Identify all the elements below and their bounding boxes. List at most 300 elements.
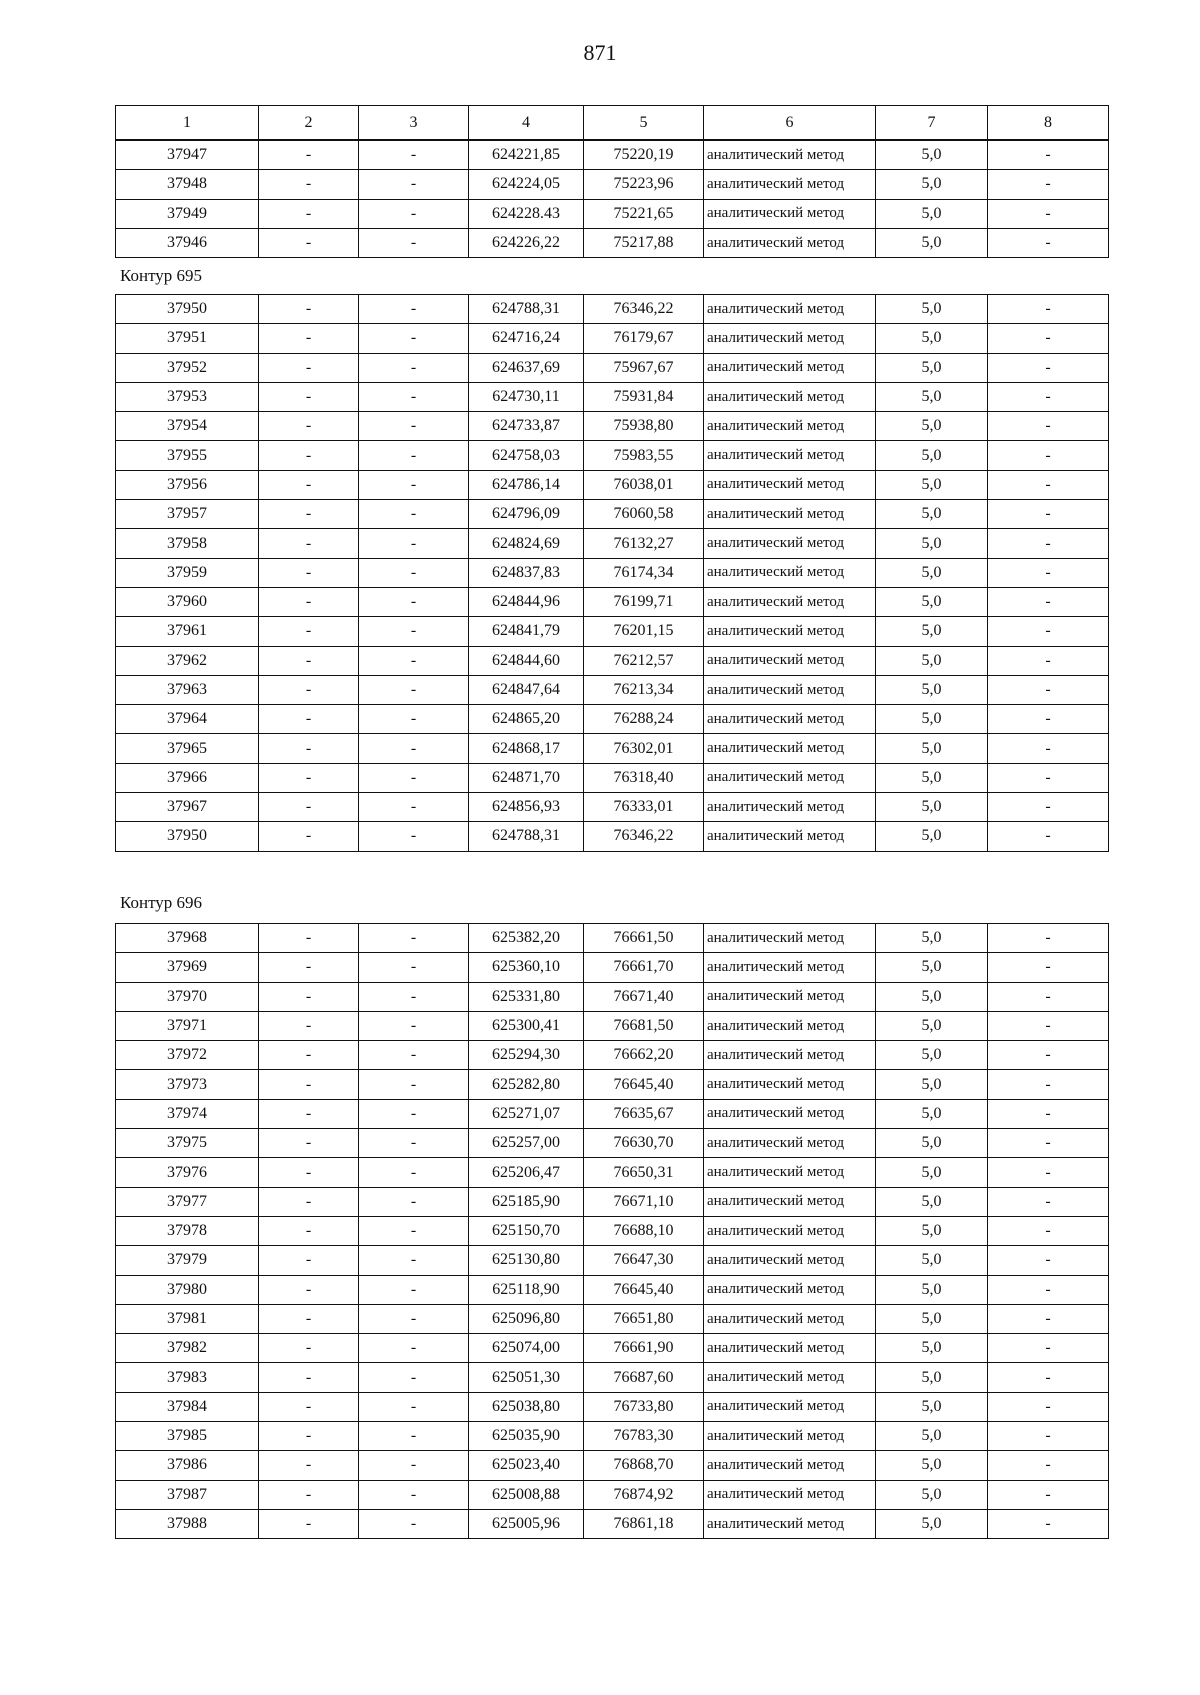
- cell-col-6: аналитический метод: [704, 1451, 876, 1480]
- cell-col-1: 37980: [116, 1275, 259, 1304]
- cell-col-8: -: [988, 1011, 1109, 1040]
- coordinates-table-top: [115, 105, 1108, 258]
- cell-col-5: 76288,24: [584, 705, 704, 734]
- cell-col-3: -: [359, 1363, 469, 1392]
- cell-col-1: 37973: [116, 1070, 259, 1099]
- cell-col-4: 625382,20: [469, 924, 584, 953]
- section-rows-1: [115, 294, 1109, 852]
- table-row: [116, 1216, 1109, 1245]
- cell-col-4: 625185,90: [469, 1187, 584, 1216]
- cell-col-2: -: [259, 1129, 359, 1158]
- cell-col-1: 37961: [116, 617, 259, 646]
- cell-col-1: 37988: [116, 1509, 259, 1538]
- cell-col-3: -: [359, 587, 469, 616]
- cell-col-6: аналитический метод: [704, 1129, 876, 1158]
- cell-col-7: 5,0: [876, 1099, 988, 1128]
- cell-col-3: -: [359, 1011, 469, 1040]
- cell-col-1: 37954: [116, 412, 259, 441]
- table-row: [116, 1509, 1109, 1538]
- header-col-1: 1: [116, 106, 259, 140]
- cell-col-8: -: [988, 141, 1109, 170]
- cell-col-1: 37955: [116, 441, 259, 470]
- cell-col-2: -: [259, 587, 359, 616]
- cell-col-2: -: [259, 228, 359, 257]
- cell-col-7: 5,0: [876, 1363, 988, 1392]
- cell-col-7: 5,0: [876, 382, 988, 411]
- cell-col-4: 625282,80: [469, 1070, 584, 1099]
- cell-col-2: -: [259, 324, 359, 353]
- cell-col-8: -: [988, 793, 1109, 822]
- cell-col-4: 624228.43: [469, 199, 584, 228]
- cell-col-5: 75967,67: [584, 353, 704, 382]
- cell-col-6: аналитический метод: [704, 199, 876, 228]
- cell-col-6: аналитический метод: [704, 1041, 876, 1070]
- cell-col-6: аналитический метод: [704, 412, 876, 441]
- cell-col-5: 76661,90: [584, 1334, 704, 1363]
- cell-col-4: 624733,87: [469, 412, 584, 441]
- cell-col-8: -: [988, 1275, 1109, 1304]
- cell-col-4: 624871,70: [469, 763, 584, 792]
- contour-label-695: Контур 695: [120, 266, 203, 285]
- table-row: [116, 1041, 1109, 1070]
- cell-col-6: аналитический метод: [704, 1304, 876, 1333]
- cell-col-6: аналитический метод: [704, 228, 876, 257]
- cell-col-3: -: [359, 1334, 469, 1363]
- cell-col-8: -: [988, 324, 1109, 353]
- table-row: [116, 1363, 1109, 1392]
- cell-col-2: -: [259, 141, 359, 170]
- cell-col-7: 5,0: [876, 441, 988, 470]
- table-row: [116, 617, 1109, 646]
- cell-col-8: -: [988, 295, 1109, 324]
- header-col-2: 2: [259, 106, 359, 140]
- cell-col-4: 625008,88: [469, 1480, 584, 1509]
- cell-col-7: 5,0: [876, 1129, 988, 1158]
- cell-col-6: аналитический метод: [704, 170, 876, 199]
- cell-col-7: 5,0: [876, 1216, 988, 1245]
- cell-col-8: -: [988, 705, 1109, 734]
- cell-col-7: 5,0: [876, 1304, 988, 1333]
- cell-col-4: 624786,14: [469, 470, 584, 499]
- cell-col-8: -: [988, 1099, 1109, 1128]
- table-row: [116, 1304, 1109, 1333]
- cell-col-1: 37975: [116, 1129, 259, 1158]
- cell-col-5: 76647,30: [584, 1246, 704, 1275]
- table-row: [116, 587, 1109, 616]
- cell-col-3: -: [359, 1070, 469, 1099]
- table-row: [116, 1070, 1109, 1099]
- header-col-7: 7: [876, 106, 988, 140]
- cell-col-7: 5,0: [876, 705, 988, 734]
- cell-col-1: 37947: [116, 141, 259, 170]
- cell-col-7: 5,0: [876, 982, 988, 1011]
- cell-col-5: 76201,15: [584, 617, 704, 646]
- cell-col-2: -: [259, 982, 359, 1011]
- cell-col-7: 5,0: [876, 1011, 988, 1040]
- cell-col-6: аналитический метод: [704, 1099, 876, 1128]
- cell-col-4: 624841,79: [469, 617, 584, 646]
- cell-col-6: аналитический метод: [704, 353, 876, 382]
- cell-col-7: 5,0: [876, 141, 988, 170]
- cell-col-8: -: [988, 228, 1109, 257]
- cell-col-1: 37949: [116, 199, 259, 228]
- cell-col-4: 624796,09: [469, 500, 584, 529]
- cell-col-1: 37950: [116, 295, 259, 324]
- cell-col-5: 75983,55: [584, 441, 704, 470]
- table-row: [116, 1275, 1109, 1304]
- table-row: [116, 1480, 1109, 1509]
- cell-col-2: -: [259, 1422, 359, 1451]
- cell-col-4: 624788,31: [469, 295, 584, 324]
- cell-col-7: 5,0: [876, 1187, 988, 1216]
- cell-col-7: 5,0: [876, 470, 988, 499]
- cell-col-4: 625360,10: [469, 953, 584, 982]
- cell-col-3: -: [359, 617, 469, 646]
- cell-col-1: 37981: [116, 1304, 259, 1333]
- cell-col-1: 37976: [116, 1158, 259, 1187]
- cell-col-3: -: [359, 170, 469, 199]
- cell-col-3: -: [359, 228, 469, 257]
- cell-col-4: 624856,93: [469, 793, 584, 822]
- cell-col-6: аналитический метод: [704, 822, 876, 851]
- cell-col-1: 37969: [116, 953, 259, 982]
- cell-col-1: 37960: [116, 587, 259, 616]
- cell-col-4: 624226,22: [469, 228, 584, 257]
- table-row: [116, 953, 1109, 982]
- cell-col-4: 624224,05: [469, 170, 584, 199]
- table-row: [116, 470, 1109, 499]
- cell-col-4: 625206,47: [469, 1158, 584, 1187]
- cell-col-1: 37974: [116, 1099, 259, 1128]
- cell-col-8: -: [988, 1480, 1109, 1509]
- cell-col-6: аналитический метод: [704, 617, 876, 646]
- cell-col-3: -: [359, 822, 469, 851]
- cell-col-2: -: [259, 763, 359, 792]
- cell-col-1: 37970: [116, 982, 259, 1011]
- cell-col-6: аналитический метод: [704, 141, 876, 170]
- section-rows-2: [115, 923, 1109, 1539]
- table-row: [116, 924, 1109, 953]
- cell-col-6: аналитический метод: [704, 1158, 876, 1187]
- cell-col-5: 76132,27: [584, 529, 704, 558]
- cell-col-8: -: [988, 982, 1109, 1011]
- table-row: [116, 228, 1109, 257]
- cell-col-4: 625130,80: [469, 1246, 584, 1275]
- cell-col-4: 625096,80: [469, 1304, 584, 1333]
- cell-col-4: 624865,20: [469, 705, 584, 734]
- table-header: [115, 105, 1109, 140]
- cell-col-8: -: [988, 1187, 1109, 1216]
- cell-col-5: 75217,88: [584, 228, 704, 257]
- cell-col-5: 75938,80: [584, 412, 704, 441]
- cell-col-6: аналитический метод: [704, 646, 876, 675]
- cell-col-1: 37984: [116, 1392, 259, 1421]
- cell-col-7: 5,0: [876, 1275, 988, 1304]
- cell-col-4: 624824,69: [469, 529, 584, 558]
- cell-col-4: 624868,17: [469, 734, 584, 763]
- cell-col-5: 76318,40: [584, 763, 704, 792]
- cell-col-2: -: [259, 353, 359, 382]
- cell-col-7: 5,0: [876, 924, 988, 953]
- cell-col-4: 624730,11: [469, 382, 584, 411]
- cell-col-4: 624221,85: [469, 141, 584, 170]
- cell-col-3: -: [359, 1451, 469, 1480]
- cell-col-3: -: [359, 1216, 469, 1245]
- cell-col-1: 37958: [116, 529, 259, 558]
- table-row: [116, 822, 1109, 851]
- cell-col-1: 37966: [116, 763, 259, 792]
- cell-col-8: -: [988, 1451, 1109, 1480]
- cell-col-1: 37953: [116, 382, 259, 411]
- cell-col-2: -: [259, 1392, 359, 1421]
- page-number: 871: [583, 40, 617, 65]
- cell-col-8: -: [988, 1158, 1109, 1187]
- cell-col-7: 5,0: [876, 170, 988, 199]
- cell-col-7: 5,0: [876, 1480, 988, 1509]
- cell-col-1: 37957: [116, 500, 259, 529]
- cell-col-2: -: [259, 382, 359, 411]
- cell-col-7: 5,0: [876, 793, 988, 822]
- cell-col-1: 37986: [116, 1451, 259, 1480]
- table-row: [116, 529, 1109, 558]
- cell-col-1: 37952: [116, 353, 259, 382]
- cell-col-8: -: [988, 953, 1109, 982]
- table-row: [116, 675, 1109, 704]
- cell-col-8: -: [988, 734, 1109, 763]
- cell-col-8: -: [988, 646, 1109, 675]
- cell-col-7: 5,0: [876, 587, 988, 616]
- cell-col-4: 624788,31: [469, 822, 584, 851]
- table-row: [116, 441, 1109, 470]
- cell-col-1: 37987: [116, 1480, 259, 1509]
- cell-col-2: -: [259, 1011, 359, 1040]
- cell-col-8: -: [988, 412, 1109, 441]
- cell-col-5: 76868,70: [584, 1451, 704, 1480]
- cell-col-4: 625035,90: [469, 1422, 584, 1451]
- cell-col-7: 5,0: [876, 1334, 988, 1363]
- cell-col-7: 5,0: [876, 412, 988, 441]
- cell-col-1: 37985: [116, 1422, 259, 1451]
- cell-col-6: аналитический метод: [704, 500, 876, 529]
- cell-col-5: 76661,70: [584, 953, 704, 982]
- cell-col-4: 625074,00: [469, 1334, 584, 1363]
- cell-col-5: 76212,57: [584, 646, 704, 675]
- cell-col-3: -: [359, 324, 469, 353]
- cell-col-2: -: [259, 1070, 359, 1099]
- cell-col-1: 37977: [116, 1187, 259, 1216]
- cell-col-5: 75220,19: [584, 141, 704, 170]
- cell-col-3: -: [359, 734, 469, 763]
- cell-col-1: 37967: [116, 793, 259, 822]
- cell-col-5: 76651,80: [584, 1304, 704, 1333]
- table-row: [116, 982, 1109, 1011]
- cell-col-2: -: [259, 924, 359, 953]
- cell-col-7: 5,0: [876, 822, 988, 851]
- cell-col-3: -: [359, 1041, 469, 1070]
- cell-col-1: 37972: [116, 1041, 259, 1070]
- cell-col-7: 5,0: [876, 228, 988, 257]
- cell-col-4: 624637,69: [469, 353, 584, 382]
- cell-col-2: -: [259, 1451, 359, 1480]
- cell-col-5: 75221,65: [584, 199, 704, 228]
- cell-col-8: -: [988, 1363, 1109, 1392]
- cell-col-1: 37983: [116, 1363, 259, 1392]
- cell-col-2: -: [259, 1187, 359, 1216]
- cell-col-8: -: [988, 170, 1109, 199]
- cell-col-4: 624847,64: [469, 675, 584, 704]
- table-row: [116, 199, 1109, 228]
- cell-col-7: 5,0: [876, 1422, 988, 1451]
- cell-col-2: -: [259, 953, 359, 982]
- cell-col-2: -: [259, 470, 359, 499]
- cell-col-7: 5,0: [876, 1158, 988, 1187]
- cell-col-3: -: [359, 924, 469, 953]
- cell-col-6: аналитический метод: [704, 295, 876, 324]
- cell-col-2: -: [259, 734, 359, 763]
- cell-col-2: -: [259, 1246, 359, 1275]
- cell-col-6: аналитический метод: [704, 441, 876, 470]
- cell-col-6: аналитический метод: [704, 1392, 876, 1421]
- cell-col-5: 75931,84: [584, 382, 704, 411]
- cell-col-2: -: [259, 1334, 359, 1363]
- cell-col-6: аналитический метод: [704, 1187, 876, 1216]
- cell-col-6: аналитический метод: [704, 734, 876, 763]
- cell-col-7: 5,0: [876, 1070, 988, 1099]
- cell-col-1: 37951: [116, 324, 259, 353]
- cell-col-4: 625005,96: [469, 1509, 584, 1538]
- cell-col-4: 624758,03: [469, 441, 584, 470]
- cell-col-3: -: [359, 1187, 469, 1216]
- cell-col-8: -: [988, 1070, 1109, 1099]
- cell-col-1: 37956: [116, 470, 259, 499]
- cell-col-8: -: [988, 617, 1109, 646]
- cell-col-7: 5,0: [876, 646, 988, 675]
- cell-col-4: 624844,96: [469, 587, 584, 616]
- cell-col-4: 625150,70: [469, 1216, 584, 1245]
- cell-col-5: 76302,01: [584, 734, 704, 763]
- cell-col-2: -: [259, 1275, 359, 1304]
- cell-col-2: -: [259, 529, 359, 558]
- cell-col-3: -: [359, 1422, 469, 1451]
- cell-col-7: 5,0: [876, 1041, 988, 1070]
- cell-col-6: аналитический метод: [704, 1216, 876, 1245]
- cell-col-6: аналитический метод: [704, 763, 876, 792]
- cell-col-1: 37965: [116, 734, 259, 763]
- cell-col-7: 5,0: [876, 529, 988, 558]
- cell-col-1: 37964: [116, 705, 259, 734]
- cell-col-6: аналитический метод: [704, 324, 876, 353]
- cell-col-1: 37962: [116, 646, 259, 675]
- cell-col-3: -: [359, 1246, 469, 1275]
- cell-col-5: 76038,01: [584, 470, 704, 499]
- cell-col-3: -: [359, 1480, 469, 1509]
- cell-col-8: -: [988, 500, 1109, 529]
- cell-col-3: -: [359, 1158, 469, 1187]
- cell-col-2: -: [259, 558, 359, 587]
- table-row: [116, 1392, 1109, 1421]
- cell-col-5: 76630,70: [584, 1129, 704, 1158]
- cell-col-3: -: [359, 558, 469, 587]
- cell-col-6: аналитический метод: [704, 470, 876, 499]
- contour-696-table: [115, 923, 1108, 1539]
- cell-col-5: 76783,30: [584, 1422, 704, 1451]
- contour-695-table: [115, 294, 1108, 852]
- cell-col-8: -: [988, 1334, 1109, 1363]
- cell-col-2: -: [259, 1099, 359, 1128]
- cell-col-2: -: [259, 170, 359, 199]
- cell-col-4: 625118,90: [469, 1275, 584, 1304]
- table-row: [116, 141, 1109, 170]
- cell-col-1: 37948: [116, 170, 259, 199]
- cell-col-4: 625051,30: [469, 1363, 584, 1392]
- header-col-4: 4: [469, 106, 584, 140]
- header-col-3: 3: [359, 106, 469, 140]
- cell-col-3: -: [359, 1129, 469, 1158]
- table-row: [116, 295, 1109, 324]
- table-row: [116, 646, 1109, 675]
- cell-col-3: -: [359, 763, 469, 792]
- cell-col-3: -: [359, 295, 469, 324]
- table-row: [116, 1158, 1109, 1187]
- cell-col-7: 5,0: [876, 1509, 988, 1538]
- cell-col-5: 76874,92: [584, 1480, 704, 1509]
- cell-col-3: -: [359, 412, 469, 441]
- cell-col-6: аналитический метод: [704, 953, 876, 982]
- cell-col-3: -: [359, 1275, 469, 1304]
- cell-col-5: 76687,60: [584, 1363, 704, 1392]
- cell-col-1: 37982: [116, 1334, 259, 1363]
- cell-col-6: аналитический метод: [704, 982, 876, 1011]
- table-row: [116, 324, 1109, 353]
- table-row: [116, 353, 1109, 382]
- cell-col-5: 76662,20: [584, 1041, 704, 1070]
- cell-col-7: 5,0: [876, 324, 988, 353]
- cell-col-3: -: [359, 705, 469, 734]
- cell-col-7: 5,0: [876, 558, 988, 587]
- table-row: [116, 1187, 1109, 1216]
- cell-col-6: аналитический метод: [704, 1011, 876, 1040]
- cell-col-2: -: [259, 500, 359, 529]
- cell-col-5: 76346,22: [584, 822, 704, 851]
- cell-col-3: -: [359, 1099, 469, 1128]
- cell-col-8: -: [988, 1422, 1109, 1451]
- cell-col-3: -: [359, 1392, 469, 1421]
- table-row: [116, 170, 1109, 199]
- cell-col-3: -: [359, 793, 469, 822]
- cell-col-4: 624844,60: [469, 646, 584, 675]
- table-row: [116, 500, 1109, 529]
- cell-col-5: 76333,01: [584, 793, 704, 822]
- cell-col-2: -: [259, 793, 359, 822]
- cell-col-5: 76213,34: [584, 675, 704, 704]
- cell-col-3: -: [359, 982, 469, 1011]
- table-row: [116, 705, 1109, 734]
- cell-col-6: аналитический метод: [704, 1070, 876, 1099]
- cell-col-8: -: [988, 470, 1109, 499]
- cell-col-1: 37950: [116, 822, 259, 851]
- cell-col-3: -: [359, 470, 469, 499]
- cell-col-3: -: [359, 646, 469, 675]
- cell-col-7: 5,0: [876, 763, 988, 792]
- table-row: [116, 793, 1109, 822]
- cell-col-5: 76645,40: [584, 1070, 704, 1099]
- cell-col-2: -: [259, 1363, 359, 1392]
- cell-col-2: -: [259, 1480, 359, 1509]
- cell-col-4: 625257,00: [469, 1129, 584, 1158]
- cell-col-8: -: [988, 382, 1109, 411]
- table-row: [116, 734, 1109, 763]
- header-col-8: 8: [988, 106, 1109, 140]
